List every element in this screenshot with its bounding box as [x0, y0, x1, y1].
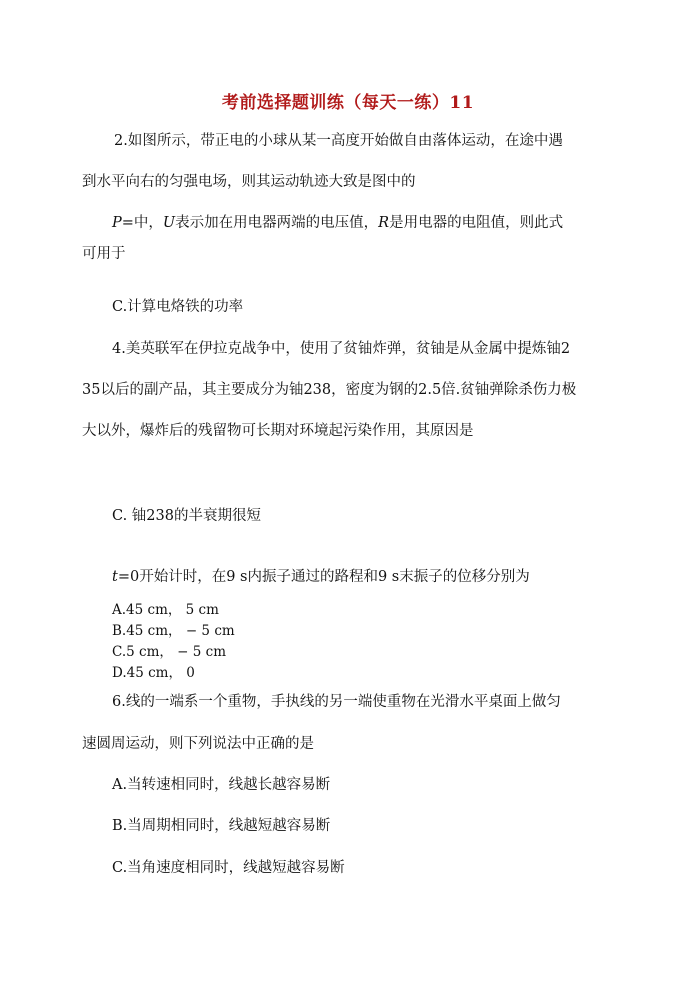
- q3-stem-line-2: 可用于: [82, 246, 126, 262]
- q3-text-part: 是用电器的电阻值，则此式: [389, 215, 564, 231]
- q4-stem-line-1: 4.美英联军在伊拉克战争中，使用了贫铀炸弹，贫铀是从金属中提炼铀2: [112, 341, 571, 357]
- q5-option-a: A.45 cm， 5 cm: [112, 602, 219, 618]
- q2-stem-line-1: 2.如图所示，带正电的小球从某一高度开始做自由落体运动，在途中遇: [114, 133, 563, 149]
- formula-var-u: U: [162, 215, 176, 231]
- formula-var-r: R: [378, 215, 390, 231]
- formula-var-p: P: [112, 215, 122, 231]
- q4-stem-line-3: 大以外，爆炸后的残留物可长期对环境起污染作用，其原因是: [82, 423, 474, 439]
- q3-stem-line-1: [112, 213, 563, 233]
- q3-text-part: =中，: [121, 215, 163, 231]
- q2-stem-line-2: 到水平向右的匀强电场，则其运动轨迹大致是图中的: [82, 174, 416, 190]
- page-title: 考前选择题训练（每天一练）11: [221, 93, 475, 113]
- q5-option-b: B.45 cm， − 5 cm: [112, 623, 235, 639]
- q6-option-c: C.当角速度相同时，线越短越容易断: [112, 860, 345, 876]
- q6-option-b: B.当周期相同时，线越短越容易断: [112, 818, 331, 834]
- q5-text-part: =0开始计时，在9 s内振子通过的路程和9 s末振子的位移分别为: [117, 569, 530, 585]
- q3-option-c: C.计算电烙铁的功率: [112, 299, 244, 315]
- q5-option-d: D.45 cm， 0: [112, 665, 195, 681]
- q6-stem-line-1: 6.线的一端系一个重物，手执线的另一端使重物在光滑水平桌面上做匀: [112, 694, 561, 710]
- formula-var-t: t: [112, 569, 118, 585]
- q5-stem: [112, 567, 530, 587]
- q5-option-c: C.5 cm， − 5 cm: [112, 644, 227, 660]
- q6-stem-line-2: 速圆周运动，则下列说法中正确的是: [82, 736, 314, 752]
- q6-option-a: A.当转速相同时，线越长越容易断: [112, 777, 331, 793]
- q4-option-c: C. 铀238的半衰期很短: [112, 508, 261, 524]
- q4-stem-line-2: 35以后的副产品，其主要成分为铀238，密度为钢的2.5倍.贫铀弹除杀伤力极: [82, 382, 577, 398]
- q3-text-part: 表示加在用电器两端的电压值，: [175, 215, 379, 231]
